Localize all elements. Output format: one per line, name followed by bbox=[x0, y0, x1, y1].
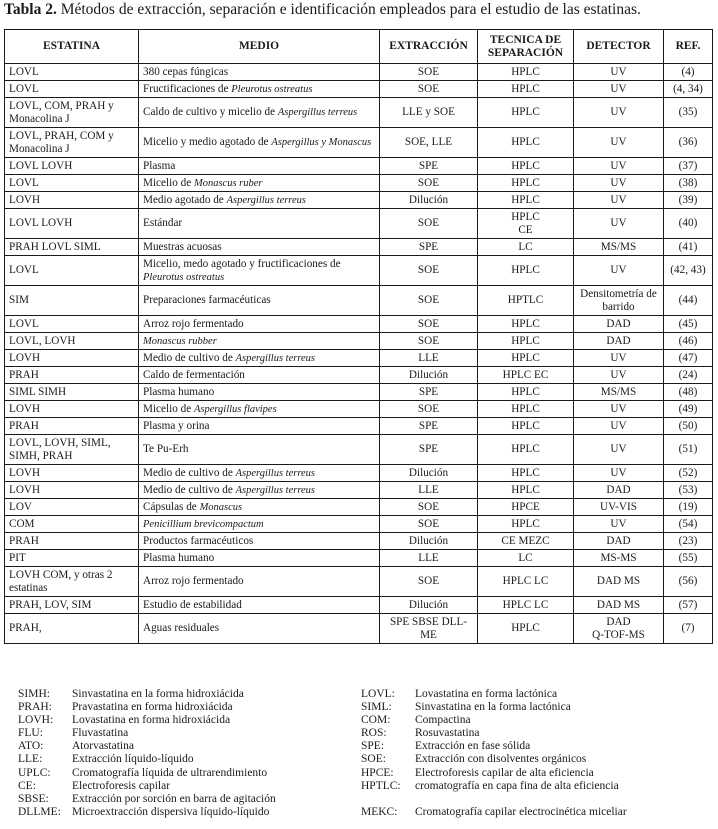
cell-detector: UV bbox=[574, 158, 664, 175]
cell-ref: (36) bbox=[664, 128, 713, 158]
cell-ref: (44) bbox=[664, 286, 713, 316]
legend-desc: Sinvastatina en la forma lactónica bbox=[415, 701, 571, 714]
legend-entry bbox=[18, 740, 276, 753]
legend-abbr: PRAH: bbox=[18, 701, 52, 714]
cell-ref: (47) bbox=[664, 350, 713, 367]
cell-ref: (55) bbox=[664, 550, 713, 567]
cell-tecnica: HPLC CE bbox=[478, 209, 574, 239]
cell-ref: (53) bbox=[664, 482, 713, 499]
cell-medio: Plasma humano bbox=[139, 550, 380, 567]
cell-detector: UV bbox=[574, 98, 664, 128]
cell-ref: (46) bbox=[664, 333, 713, 350]
cell-medio: Medio de cultivo de Aspergillus terreus bbox=[139, 350, 380, 367]
cell-tecnica: HPLC bbox=[478, 350, 574, 367]
legend-abbr: MEKC: bbox=[361, 805, 398, 818]
cell-tecnica: HPLC LC bbox=[478, 597, 574, 614]
cell-tecnica: HPLC bbox=[478, 175, 574, 192]
cell-ref: (39) bbox=[664, 192, 713, 209]
cell-ref: (51) bbox=[664, 435, 713, 465]
cell-extraccion: Dilución bbox=[380, 192, 478, 209]
table-row bbox=[5, 316, 713, 333]
cell-estatina: LOV bbox=[5, 499, 139, 516]
cell-medio: Te Pu-Erh bbox=[139, 435, 380, 465]
table-row bbox=[5, 533, 713, 550]
cell-tecnica: HPLC bbox=[478, 384, 574, 401]
table-row bbox=[5, 482, 713, 499]
legend-entry bbox=[18, 701, 276, 714]
cell-detector: UV bbox=[574, 418, 664, 435]
table-row bbox=[5, 401, 713, 418]
legend-entry bbox=[361, 753, 627, 766]
table-row bbox=[5, 367, 713, 384]
legend-abbr: LOVH: bbox=[18, 714, 54, 727]
cell-medio: Arroz rojo fermentado bbox=[139, 567, 380, 597]
cell-extraccion: LLE bbox=[380, 482, 478, 499]
legend-abbr: HPCE: bbox=[361, 766, 394, 779]
cell-medio: Productos farmacéuticos bbox=[139, 533, 380, 550]
cell-extraccion: SOE bbox=[380, 333, 478, 350]
cell-medio: Muestras acuosas bbox=[139, 239, 380, 256]
table-row bbox=[5, 550, 713, 567]
table-row bbox=[5, 418, 713, 435]
cell-detector: DAD MS bbox=[574, 597, 664, 614]
caption-text: Métodos de extracción, separación e identificación empleados para el estudio de las estatinas. bbox=[56, 1, 641, 18]
legend-entry bbox=[18, 714, 276, 727]
cell-estatina: LOVL, COM, PRAH y Monacolina J bbox=[5, 98, 139, 128]
legend-desc: Extracción con disolventes orgánicos bbox=[415, 753, 587, 766]
cell-medio: Plasma bbox=[139, 158, 380, 175]
cell-medio: Monascus rubber bbox=[139, 333, 380, 350]
cell-detector: UV bbox=[574, 81, 664, 98]
table-row bbox=[5, 81, 713, 98]
cell-detector: UV-VIS bbox=[574, 499, 664, 516]
cell-estatina: LOVL bbox=[5, 64, 139, 81]
cell-ref: (45) bbox=[664, 316, 713, 333]
legend-entry bbox=[18, 793, 276, 806]
legend-abbr: SIMH: bbox=[18, 688, 50, 700]
cell-detector: UV bbox=[574, 64, 664, 81]
legend-desc: Sinvastatina en la forma hidroxiácida bbox=[72, 688, 244, 700]
cell-estatina: LOVH bbox=[5, 465, 139, 482]
cell-extraccion: SOE bbox=[380, 516, 478, 533]
cell-detector: UV bbox=[574, 128, 664, 158]
table-row bbox=[5, 286, 713, 316]
header-estatina: ESTATINA bbox=[5, 30, 139, 64]
cell-estatina: LOVH bbox=[5, 350, 139, 367]
cell-tecnica: LC bbox=[478, 550, 574, 567]
legend-entry bbox=[18, 727, 276, 740]
cell-estatina: PIT bbox=[5, 550, 139, 567]
legend-entry bbox=[361, 767, 627, 780]
cell-medio: Estándar bbox=[139, 209, 380, 239]
legend-desc: Rosuvastatina bbox=[415, 727, 480, 740]
cell-ref: (4, 34) bbox=[664, 81, 713, 98]
cell-estatina: LOVL bbox=[5, 81, 139, 98]
legend-entry bbox=[361, 806, 627, 819]
table-row bbox=[5, 597, 713, 614]
cell-tecnica: HPLC bbox=[478, 128, 574, 158]
legend-desc: Pravastatina en forma hidroxiácida bbox=[72, 701, 233, 714]
cell-estatina: LOVL bbox=[5, 316, 139, 333]
cell-medio: 380 cepas fúngicas bbox=[139, 64, 380, 81]
cell-ref: (7) bbox=[664, 614, 713, 644]
cell-medio: Medio agotado de Aspergillus terreus bbox=[139, 192, 380, 209]
cell-extraccion: LLE bbox=[380, 350, 478, 367]
cell-estatina: LOVH bbox=[5, 192, 139, 209]
cell-extraccion: Dilución bbox=[380, 367, 478, 384]
cell-detector: UV bbox=[574, 516, 664, 533]
table-row bbox=[5, 614, 713, 644]
legend-desc: Extracción por sorción en barra de agitación bbox=[72, 792, 276, 805]
legend-desc: Cromatografía capilar electrocinética miceliar bbox=[415, 805, 627, 818]
table-row bbox=[5, 567, 713, 597]
cell-extraccion: SOE bbox=[380, 81, 478, 98]
cell-tecnica: HPLC bbox=[478, 418, 574, 435]
cell-medio: Medio de cultivo de Aspergillus terreus bbox=[139, 482, 380, 499]
cell-medio: Caldo de cultivo y micelio de Aspergillus terreus bbox=[139, 98, 380, 128]
cell-estatina: LOVH bbox=[5, 401, 139, 418]
cell-tecnica: HPLC bbox=[478, 465, 574, 482]
cell-tecnica: HPCE bbox=[478, 499, 574, 516]
cell-medio: Micelio, medo agotado y fructificaciones de Pleurotus ostreatus bbox=[139, 256, 380, 286]
legend-entry bbox=[18, 806, 276, 819]
cell-ref: (57) bbox=[664, 597, 713, 614]
cell-detector: MS/MS bbox=[574, 384, 664, 401]
cell-medio: Plasma y orina bbox=[139, 418, 380, 435]
legend-entry bbox=[18, 767, 276, 780]
cell-detector: UV bbox=[574, 175, 664, 192]
cell-medio: Fructificaciones de Pleurotus ostreatus bbox=[139, 81, 380, 98]
legend-abbr: SBSE: bbox=[18, 792, 49, 805]
cell-extraccion: SOE bbox=[380, 286, 478, 316]
table-row bbox=[5, 239, 713, 256]
legend-abbr: SIML: bbox=[361, 701, 392, 714]
table-row bbox=[5, 499, 713, 516]
cell-extraccion: SOE bbox=[380, 64, 478, 81]
legend-abbr: FLU: bbox=[18, 727, 43, 740]
cell-ref: (24) bbox=[664, 367, 713, 384]
cell-estatina: LOVL LOVH bbox=[5, 209, 139, 239]
legend-desc: Lovastatina en forma lactónica bbox=[415, 688, 558, 700]
cell-ref: (49) bbox=[664, 401, 713, 418]
table-row bbox=[5, 128, 713, 158]
cell-ref: (37) bbox=[664, 158, 713, 175]
table-row bbox=[5, 256, 713, 286]
cell-detector: UV bbox=[574, 192, 664, 209]
cell-detector: DAD Q-TOF-MS bbox=[574, 614, 664, 644]
header-medio: MEDIO bbox=[139, 30, 380, 64]
legend-entry bbox=[361, 688, 627, 701]
cell-tecnica: HPLC bbox=[478, 64, 574, 81]
cell-medio: Cápsulas de Monascus bbox=[139, 499, 380, 516]
header-tecnica: TECNICA DE SEPARACIÓN bbox=[478, 30, 574, 64]
header-ref: REF. bbox=[664, 30, 713, 64]
cell-extraccion: SPE bbox=[380, 384, 478, 401]
legend-abbr: CE: bbox=[18, 779, 36, 792]
cell-detector: UV bbox=[574, 465, 664, 482]
cell-detector: UV bbox=[574, 350, 664, 367]
table-row bbox=[5, 209, 713, 239]
statins-methods-table bbox=[4, 29, 713, 644]
legend-entry bbox=[361, 793, 627, 806]
legend-entry bbox=[361, 780, 627, 793]
cell-medio: Aguas residuales bbox=[139, 614, 380, 644]
cell-detector: DAD MS bbox=[574, 567, 664, 597]
abbreviations-legend-left bbox=[18, 688, 276, 819]
table-row bbox=[5, 175, 713, 192]
legend-entry bbox=[18, 688, 276, 701]
cell-estatina: LOVL, PRAH, COM y Monacolina J bbox=[5, 128, 139, 158]
cell-detector: DAD bbox=[574, 482, 664, 499]
legend-abbr: COM: bbox=[361, 714, 391, 727]
caption-label: Tabla 2. bbox=[4, 1, 57, 18]
cell-extraccion: LLE bbox=[380, 550, 478, 567]
table-header-row bbox=[5, 30, 713, 64]
table-row bbox=[5, 192, 713, 209]
cell-detector: UV bbox=[574, 256, 664, 286]
legend-desc: Atorvastatina bbox=[72, 740, 134, 753]
table-row bbox=[5, 435, 713, 465]
cell-ref: (38) bbox=[664, 175, 713, 192]
cell-extraccion: LLE y SOE bbox=[380, 98, 478, 128]
cell-estatina: LOVL, LOVH, SIML, SIMH, PRAH bbox=[5, 435, 139, 465]
cell-medio: Caldo de fermentación bbox=[139, 367, 380, 384]
cell-medio: Preparaciones farmacéuticas bbox=[139, 286, 380, 316]
cell-estatina: LOVL LOVH bbox=[5, 158, 139, 175]
cell-detector: DAD bbox=[574, 333, 664, 350]
cell-estatina: PRAH, LOV, SIM bbox=[5, 597, 139, 614]
cell-estatina: LOVH COM, y otras 2 estatinas bbox=[5, 567, 139, 597]
legend-abbr bbox=[361, 793, 415, 806]
cell-ref: (40) bbox=[664, 209, 713, 239]
legend-desc: cromatografía en capa fina de alta eficiencia bbox=[415, 779, 619, 792]
legend-abbr: SOE: bbox=[361, 753, 386, 766]
cell-detector: Densitometría de barrido bbox=[574, 286, 664, 316]
cell-tecnica: HPLC bbox=[478, 401, 574, 418]
table-row bbox=[5, 64, 713, 81]
cell-detector: DAD bbox=[574, 316, 664, 333]
cell-estatina: PRAH bbox=[5, 367, 139, 384]
cell-medio: Medio de cultivo de Aspergillus terreus bbox=[139, 465, 380, 482]
table-row bbox=[5, 384, 713, 401]
cell-estatina: SIM bbox=[5, 286, 139, 316]
legend-desc: Lovastatina en forma hidroxiácida bbox=[72, 714, 231, 727]
cell-ref: (41) bbox=[664, 239, 713, 256]
cell-extraccion: SPE bbox=[380, 239, 478, 256]
legend-abbr: SPE: bbox=[361, 740, 385, 753]
cell-detector: UV bbox=[574, 209, 664, 239]
cell-extraccion: Dilución bbox=[380, 597, 478, 614]
legend-desc: Microextracción dispersiva líquido-líquido bbox=[72, 805, 270, 818]
cell-medio: Micelio y medio agotado de Aspergillus y Monascus bbox=[139, 128, 380, 158]
cell-extraccion: SOE bbox=[380, 499, 478, 516]
cell-medio: Penicillium brevicompactum bbox=[139, 516, 380, 533]
cell-estatina: LOVL bbox=[5, 256, 139, 286]
cell-ref: (54) bbox=[664, 516, 713, 533]
cell-detector: UV bbox=[574, 435, 664, 465]
table-row bbox=[5, 350, 713, 367]
cell-detector: UV bbox=[574, 367, 664, 384]
cell-ref: (50) bbox=[664, 418, 713, 435]
table-row bbox=[5, 333, 713, 350]
legend-entry bbox=[361, 727, 627, 740]
cell-tecnica: HPLC LC bbox=[478, 567, 574, 597]
cell-ref: (48) bbox=[664, 384, 713, 401]
legend-abbr: LOVL: bbox=[361, 688, 395, 700]
legend-abbr: ROS: bbox=[361, 727, 387, 740]
table-caption bbox=[4, 1, 641, 19]
cell-extraccion: Dilución bbox=[380, 465, 478, 482]
cell-ref: (23) bbox=[664, 533, 713, 550]
cell-tecnica: HPLC bbox=[478, 98, 574, 128]
header-extraccion: EXTRACCIÓN bbox=[380, 30, 478, 64]
legend-desc: Electroforesis capilar bbox=[72, 779, 171, 792]
cell-tecnica: HPLC bbox=[478, 158, 574, 175]
cell-medio: Micelio de Aspergillus flavipes bbox=[139, 401, 380, 418]
legend-entry bbox=[361, 740, 627, 753]
table-body bbox=[5, 64, 713, 644]
cell-extraccion: SPE bbox=[380, 435, 478, 465]
cell-tecnica: HPLC bbox=[478, 482, 574, 499]
cell-extraccion: Dilución bbox=[380, 533, 478, 550]
cell-estatina: SIML SIMH bbox=[5, 384, 139, 401]
legend-entry bbox=[361, 714, 627, 727]
cell-medio: Arroz rojo fermentado bbox=[139, 316, 380, 333]
cell-ref: (4) bbox=[664, 64, 713, 81]
legend-abbr: LLE: bbox=[18, 753, 43, 766]
legend-desc: Electroforesis capilar de alta eficiencia bbox=[415, 766, 594, 779]
cell-extraccion: SOE, LLE bbox=[380, 128, 478, 158]
cell-ref: (19) bbox=[664, 499, 713, 516]
cell-tecnica: HPLC EC bbox=[478, 367, 574, 384]
abbreviations-legend-right bbox=[361, 688, 627, 819]
cell-estatina: PRAH bbox=[5, 418, 139, 435]
cell-estatina: LOVL bbox=[5, 175, 139, 192]
legend-desc: Extracción líquido-líquido bbox=[72, 753, 194, 766]
table-row bbox=[5, 516, 713, 533]
legend-entry bbox=[18, 780, 276, 793]
legend-desc: Compactina bbox=[415, 714, 471, 727]
cell-estatina: COM bbox=[5, 516, 139, 533]
table-row bbox=[5, 465, 713, 482]
cell-tecnica: HPLC bbox=[478, 516, 574, 533]
header-detector: DETECTOR bbox=[574, 30, 664, 64]
cell-extraccion: SPE SBSE DLL-ME bbox=[380, 614, 478, 644]
cell-ref: (42, 43) bbox=[664, 256, 713, 286]
cell-ref: (35) bbox=[664, 98, 713, 128]
cell-tecnica: HPLC bbox=[478, 333, 574, 350]
legend-desc: Extracción en fase sólida bbox=[415, 740, 531, 753]
table-row bbox=[5, 98, 713, 128]
cell-medio: Estudio de estabilidad bbox=[139, 597, 380, 614]
legend-entry bbox=[361, 701, 627, 714]
legend-entry bbox=[18, 753, 276, 766]
cell-extraccion: SOE bbox=[380, 401, 478, 418]
cell-medio: Plasma humano bbox=[139, 384, 380, 401]
table-row bbox=[5, 158, 713, 175]
cell-tecnica: HPLC bbox=[478, 316, 574, 333]
cell-estatina: LOVH bbox=[5, 482, 139, 499]
cell-tecnica: CE MEZC bbox=[478, 533, 574, 550]
cell-tecnica: HPTLC bbox=[478, 286, 574, 316]
cell-tecnica: HPLC bbox=[478, 435, 574, 465]
cell-detector: MS-MS bbox=[574, 550, 664, 567]
legend-desc: Cromatografía líquida de ultrarendimiento bbox=[72, 766, 268, 779]
legend-desc: Fluvastatina bbox=[72, 727, 129, 740]
cell-estatina: PRAH, bbox=[5, 614, 139, 644]
cell-tecnica: LC bbox=[478, 239, 574, 256]
cell-medio: Micelio de Monascus ruber bbox=[139, 175, 380, 192]
legend-abbr: HPTLC: bbox=[361, 779, 401, 792]
cell-detector: MS/MS bbox=[574, 239, 664, 256]
cell-tecnica: HPLC bbox=[478, 192, 574, 209]
cell-tecnica: HPLC bbox=[478, 256, 574, 286]
cell-tecnica: HPLC bbox=[478, 614, 574, 644]
legend-abbr: UPLC: bbox=[18, 766, 51, 779]
cell-detector: DAD bbox=[574, 533, 664, 550]
cell-extraccion: SPE bbox=[380, 158, 478, 175]
cell-extraccion: SPE bbox=[380, 418, 478, 435]
cell-extraccion: SOE bbox=[380, 209, 478, 239]
cell-ref: (56) bbox=[664, 567, 713, 597]
cell-estatina: PRAH bbox=[5, 533, 139, 550]
cell-tecnica: HPLC bbox=[478, 81, 574, 98]
cell-estatina: PRAH LOVL SIML bbox=[5, 239, 139, 256]
cell-extraccion: SOE bbox=[380, 175, 478, 192]
legend-abbr: ATO: bbox=[18, 740, 44, 753]
legend-abbr: DLLME: bbox=[18, 805, 61, 818]
cell-extraccion: SOE bbox=[380, 567, 478, 597]
cell-extraccion: SOE bbox=[380, 256, 478, 286]
cell-ref: (52) bbox=[664, 465, 713, 482]
cell-estatina: LOVL, LOVH bbox=[5, 333, 139, 350]
cell-extraccion: SOE bbox=[380, 316, 478, 333]
cell-detector: UV bbox=[574, 401, 664, 418]
